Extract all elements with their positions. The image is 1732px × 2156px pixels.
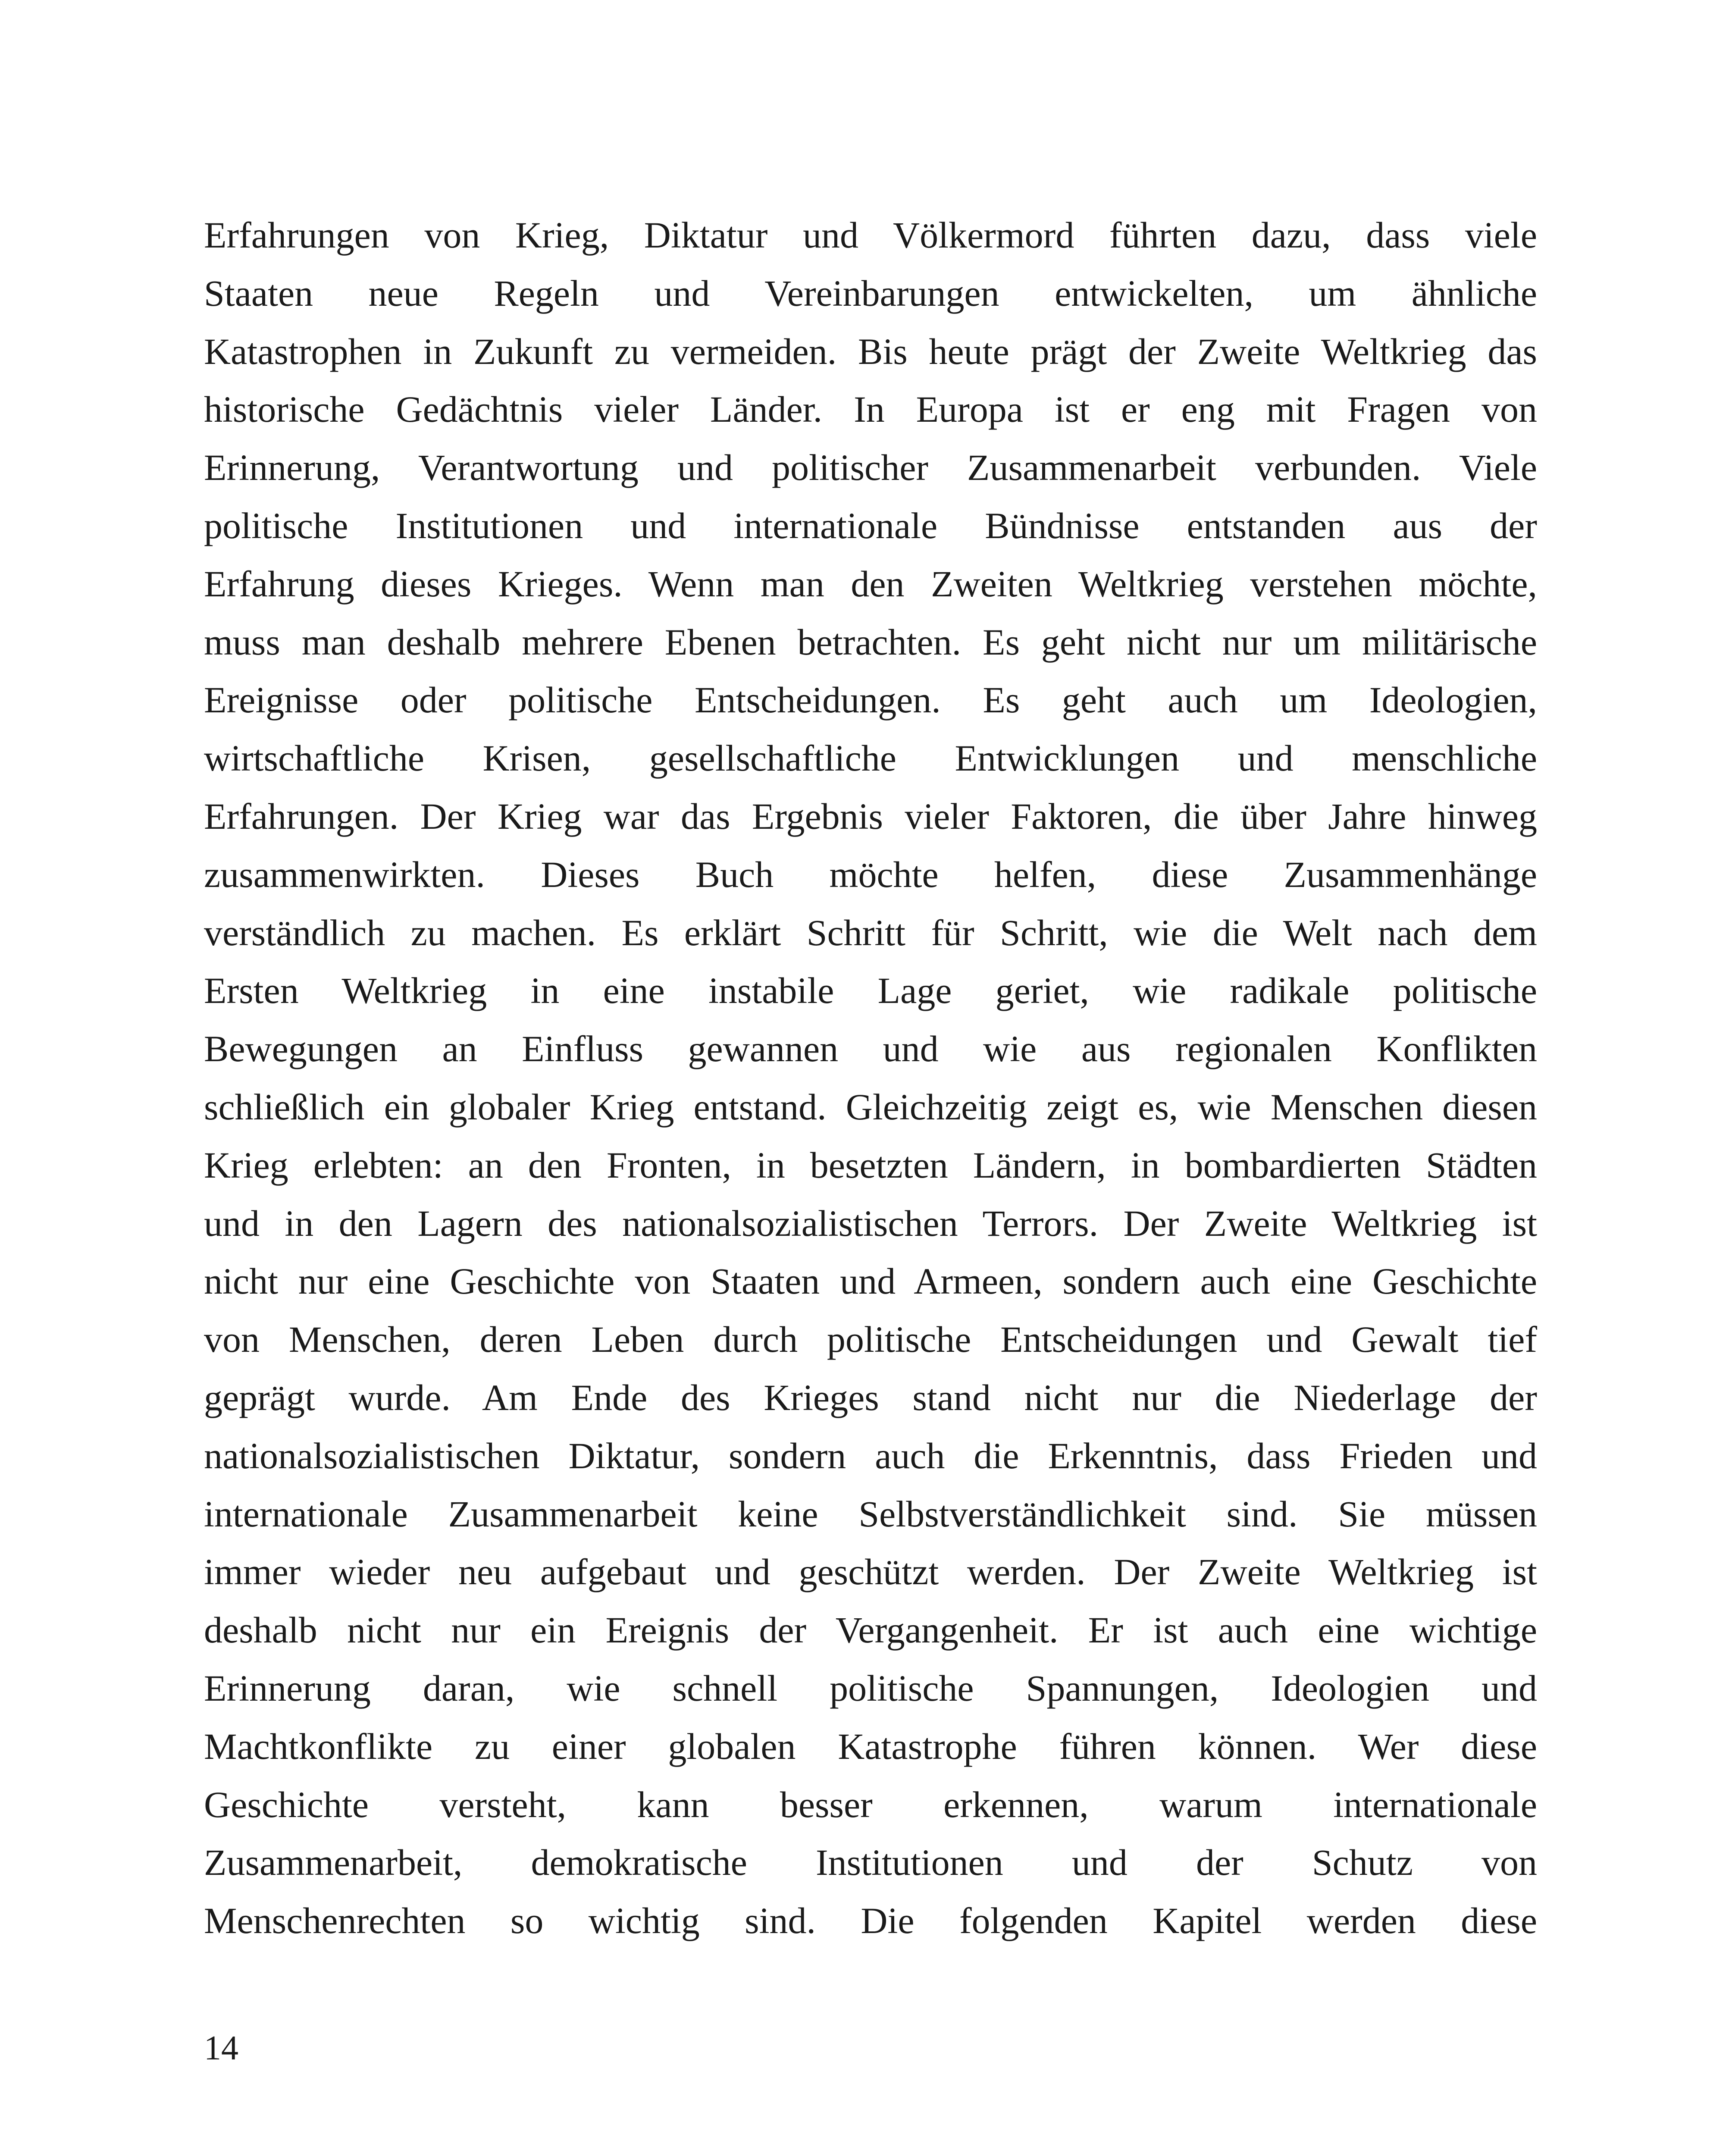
text-line: geprägt wurde. Am Ende des Krieges stand nicht nur die Niederlage der	[204, 1376, 1537, 1418]
text-line: muss man deshalb mehrere Ebenen betrachten. Es geht nicht nur um militärische	[204, 621, 1537, 663]
text-line: Erfahrungen von Krieg, Diktatur und Völkermord führten dazu, dass viele	[204, 214, 1537, 256]
text-line: zusammenwirkten. Dieses Buch möchte helfen, diese Zusammenhänge	[204, 853, 1537, 895]
text-line: verständlich zu machen. Es erklärt Schritt für Schritt, wie die Welt nach dem	[204, 912, 1537, 953]
text-line: von Menschen, deren Leben durch politische Entscheidungen und Gewalt tief	[204, 1319, 1537, 1360]
text-line: immer wieder neu aufgebaut und geschützt werden. Der Zweite Weltkrieg ist	[204, 1551, 1537, 1593]
text-line: Menschenrechten so wichtig sind. Die folgenden Kapitel werden diese	[204, 1900, 1537, 1942]
text-line: Ersten Weltkrieg in eine instabile Lage geriet, wie radikale politische	[204, 970, 1537, 1012]
text-line: historische Gedächtnis vieler Länder. In Europa ist er eng mit Fragen von	[204, 389, 1537, 430]
body-text	[204, 206, 1537, 1950]
text-line: Staaten neue Regeln und Vereinbarungen entwickelten, um ähnliche	[204, 272, 1537, 314]
text-line: Erfahrung dieses Krieges. Wenn man den Zweiten Weltkrieg verstehen möchte,	[204, 563, 1537, 605]
text-line: nationalsozialistischen Diktatur, sondern auch die Erkenntnis, dass Frieden und	[204, 1435, 1537, 1476]
text-line: nicht nur eine Geschichte von Staaten und Armeen, sondern auch eine Geschichte	[204, 1260, 1537, 1302]
text-line: internationale Zusammenarbeit keine Selbstverständlichkeit sind. Sie müssen	[204, 1493, 1537, 1535]
text-line: wirtschaftliche Krisen, gesellschaftliche Entwicklungen und menschliche	[204, 737, 1537, 779]
text-line: Geschichte versteht, kann besser erkennen, warum internationale	[204, 1783, 1537, 1825]
text-line: schließlich ein globaler Krieg entstand. Gleichzeitig zeigt es, wie Menschen diesen	[204, 1086, 1537, 1128]
text-line: Bewegungen an Einfluss gewannen und wie aus regionalen Konflikten	[204, 1028, 1537, 1070]
text-line: Krieg erlebten: an den Fronten, in besetzten Ländern, in bombardierten Städten	[204, 1144, 1537, 1186]
text-line: Katastrophen in Zukunft zu vermeiden. Bis heute prägt der Zweite Weltkrieg das	[204, 330, 1537, 372]
text-line: politische Institutionen und internationale Bündnisse entstanden aus der	[204, 505, 1537, 546]
text-line: Erinnerung, Verantwortung und politischer Zusammenarbeit verbunden. Viele	[204, 447, 1537, 489]
page-number: 14	[204, 2029, 238, 2067]
text-line: Zusammenarbeit, demokratische Institutionen und der Schutz von	[204, 1842, 1537, 1883]
text-line: Ereignisse oder politische Entscheidungen. Es geht auch um Ideologien,	[204, 679, 1537, 721]
text-line: deshalb nicht nur ein Ereignis der Vergangenheit. Er ist auch eine wichtige	[204, 1609, 1537, 1651]
text-line: Erinnerung daran, wie schnell politische Spannungen, Ideologien und	[204, 1667, 1537, 1709]
text-line: Erfahrungen. Der Krieg war das Ergebnis vieler Faktoren, die über Jahre hinweg	[204, 795, 1537, 837]
text-line: Machtkonflikte zu einer globalen Katastrophe führen können. Wer diese	[204, 1725, 1537, 1767]
text-line: und in den Lagern des nationalsozialistischen Terrors. Der Zweite Weltkrieg ist	[204, 1202, 1537, 1244]
